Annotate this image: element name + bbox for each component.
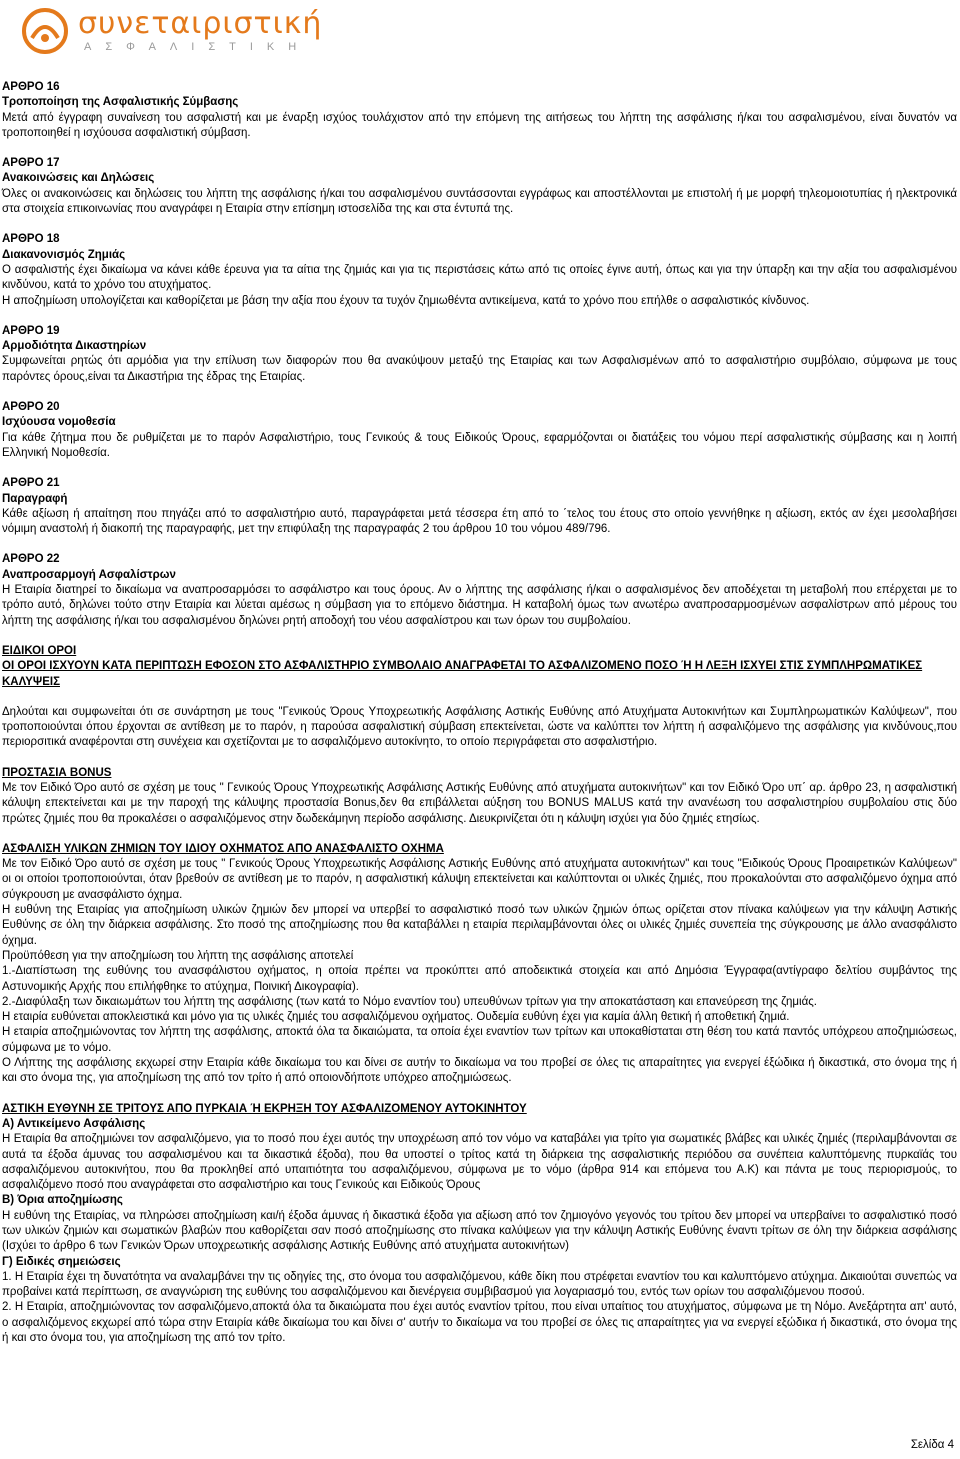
section-title: Β) Όρια αποζημίωσης [2, 1194, 123, 1207]
paragraph: Με τον Ειδικό Όρο αυτό σε σχέση με τους " Γενικούς Όρους Υποχρεωτικής Ασφάλισης Αστικής Ευθύνης από ατυχήματα αυτοκινήτων" και τους "Ειδικούς Όρους Προαιρετικών Καλύψεων" οι οι οποίοι τροποποιούνται, όταν βρεθούν σε αντίθεση με το παρόν, η ασφαλιστική κάλυψη επεκτείνεται και καλύπτονται οι υλικές ζημιές, που προκαλούνται στο ασφαλιζόμενο όχημα από σύγκρουση με ανασφάλιστο όχημα. [2, 858, 957, 901]
paragraph: Η Εταιρία θα αποζημιώνει τον ασφαλιζόμενο, για το ποσό που έχει αυτός την υποχρέωση από τον νόμο να καταβάλει για τρίτο για σωματικές βλάβες και υλικές ζημιές (περιλαμβάνονται σε αυτά τα έξοδα άμυνας του ασφαλισμένου και τα δικαστικά έξοδα), που θα υποστεί ο τρίτος κατά τη διάρκεια της ασφαλιστικής περιόδου σα συνέπεια καλυπτόμενης πυρκαϊάς του ασφαλιζόμενου αυτοκινήτου, που θα προκληθεί από υπαιτιότητα του ασφαλιζόμενου, σύμφωνα με το νόμο (άρθρα 914 και επόμενα του Α.Κ) και πάντα με τους περιορισμούς, το ασφαλιζόμενο ποσό που αναγράφεται στο ασφαλιστήριο και τους Γενικούς και Ειδικούς Όρους [2, 1133, 957, 1192]
paragraph: 1. Η Εταιρία έχει τη δυνατότητα να αναλαμβάνει την τις οδηγίες της, στο όνομα του ασφαλιζόμενου, κάθε δίκη που στρέφεται εναντίον του και καλυπτόμενο ατύχημα. Δικαιούται συνεπώς να προβαίνει κατά περίπτωση, σε αναγνώριση της ευθύνης του ασφαλιζόμενου και διενέργεια συμβιβασμού για λογαριασμό του, εντός των ορίων του ασφαλιζόμενου ποσού. [2, 1270, 957, 1299]
section-title: Ισχύουσα νομοθεσία [2, 416, 116, 429]
section-special [2, 644, 957, 690]
paragraph: 2. Η Εταιρία, αποζημιώνοντας τον ασφαλιζόμενο,αποκτά όλα τα δικαιώματα που έχει αυτός εναντίον τρίτου, που είναι υπαίτιος του ατυχήματος, σύμφωνα με τη Νόμο. Ανεξάρτητα απ' αυτό, ο ασφαλιζόμενος εκχωρεί από τώρα στην Εταιρία κάθε δικαίωμα του και δίνει σ' αυτήν το δικαίωμα να του προβεί σε όλες τις απαραίτητες για να ενεργεί εξώδικα ή δικαστικά, στο όνομα της ή και στο όνομα του, για αποζημίωση της από τον τρίτο. [2, 1301, 957, 1345]
section-heading: ΑΡΘΡΟ 21 [2, 477, 60, 490]
paragraph: Η εταιρία αποζημιώνοντας τον λήπτη της ασφάλισης, αποκτά όλα τα δικαιώματα, τα οποία έχει εναντίον των τρίτων και υποκαθίσταται στη θέση του κατά παντός υπόχρεου αποζημιώσεως, σύμφωνα με το νόμο. [2, 1026, 957, 1054]
section-a16 [2, 80, 957, 141]
section-fire [2, 1102, 957, 1117]
section-heading: ΑΡΘΡΟ 16 [2, 81, 60, 93]
section-a21 [2, 476, 957, 537]
section-title: Παραγραφή [2, 492, 68, 505]
page-number: Σελίδα 4 [910, 1439, 954, 1451]
paragraph: Η αποζημίωση υπολογίζεται και καθορίζεται με βάση την αξία που έχουν τα τυχόν ζημιωθέντα αντικείμενα, κατά το χρόνο που επήλθε ο ασφαλιστικός κίνδυνος. [2, 294, 810, 307]
document-body [2, 80, 957, 1361]
paragraph: Προϋπόθεση για την αποζημίωση του λήπτη της ασφάλισης αποτελεί [2, 949, 354, 962]
paragraph: Η ευθύνη της Εταιρίας, να πληρώσει αποζημίωση και/ή έξοδα άμυνας ή δικαστικά έξοδα για αξίωση από τον ζημιογόνο γεγονός του τρίτου δεν μπορεί να υπερβαίνει το ασφαλιστικό ποσό των υλικών ζημιών και σωματικών βλαβών που καθορίζεται σαν ποσό αποζημίωσης στο πίνακα καλύψεων για την κάλυψη Αστικής Ευθύνης έναντι τρίτων σε όλη την διάρκεια ασφάλισης (Ισχύει το άρθρο 6 των Γενικών Όρων υποχρεωτικής ασφάλισης Αστικής Ευθύνης από ατυχήματα αυτοκινήτων) [2, 1209, 957, 1253]
paragraph: Ο ασφαλιστής έχει δικαίωμα να κάνει κάθε έρευνα για τα αίτια της ζημιάς και για τις περιστάσεις κάτω από τις οποίες έγινε αυτή, όπως και για την ύπαρξη και την αξία του ασφαλισμένου κινδύνου, κατά το χρόνο του ατυχήματος. [2, 263, 957, 292]
section-heading: ΠΡΟΣΤΑΣΙΑ BONUS [2, 766, 112, 779]
section-a22 [2, 552, 957, 628]
section-bonus [2, 766, 957, 827]
paragraph: 1.-Διαπίστωση της ευθύνης του ανασφάλιστου οχήματος, η οποία πρέπει να προκύπτει από αποδεικτικά στοιχεία και από Δημόσια Έγγραφα(αντίγραφο δελτίου συμβάντος της Αστυνομικής Αρχής που επιλήφθηκε το ατύχημα, Ποινική Δικογραφία). [2, 965, 957, 993]
paragraph: Η Εταιρία διατηρεί το δικαίωμα να αναπροσαρμόσει το ασφάλιστρο και τους όρους. Αν ο λήπτης της ασφάλισης ή/και ο ασφαλισμένος δεν αποδέχεται τη μεταβολή που επέρχεται με το τρόπο αυτό, δηλώνει τούτο στην Εταιρία και λύεται αμέσως η σύμβαση για το επόμενο διάστημα. Η καταβολή όμως των ανωτέρω αναπροσαρμοσμένων ασφαλίστρων από μέρους του λήπτη της ασφάλισης ή/και του ασφαλισμένου δηλώνει ρητή αποδοχή του νέου ασφαλίστρου και των όρων του συμβολαίου. [2, 584, 957, 627]
section-a17 [2, 156, 957, 217]
paragraph: Ο Λήπτης της ασφάλισης εκχωρεί στην Εταιρία κάθε δικαίωμα του και δίνει σε αυτήν το δικαίωμα να του προβεί σε όλες τις απαραίτητες για ενεργεί έξώδικα ή δικαστικά, στο όνομα της ή και στο όνομα της, για αποζημίωση της από τον τρίτο ή από οποιονδήποτε υπόχρεο αποζημιώσεως. [2, 1057, 957, 1085]
logo-mark-icon [22, 8, 68, 54]
paragraph: Όλες οι ανακοινώσεις και δηλώσεις του λήπτη της ασφάλισης ή/και του ασφαλισμένου συντάσσονται εγγράφως και αποστέλλονται με επιστολή ή με μορφή τηλεομοιοτυπίας ή ηλεκτρονικά στα στοιχεία επικοινωνίας που αναγράφει η Εταιρία στην επίσημη ιστοσελίδα της και στα έντυπά της. [2, 187, 957, 216]
section-heading: ΑΡΘΡΟ 22 [2, 553, 60, 566]
section-title: Διακανονισμός Ζημιάς [2, 248, 126, 261]
section-a18 [2, 232, 957, 308]
section-fireB [2, 1193, 957, 1254]
section-title: Ανακοινώσεις και Δηλώσεις [2, 172, 155, 185]
section-a19 [2, 324, 957, 385]
section-title: Γ) Ειδικές σημειώσεις [2, 1255, 121, 1268]
company-logo [22, 8, 342, 56]
paragraph: Με τον Ειδικό Όρο αυτό σε σχέση με τους " Γενικούς Όρους Υποχρεωτικής Ασφάλισης Αστικής Ευθύνης από ατυχήματα αυτοκινήτων" και τον Ειδικό Όρο υπ΄ αρ. άρθρο 23, η ασφαλιστική κάλυψη επεκτείνεται και με την παροχή της κάλυψης προστασία Bonus,δεν θα επιβάλλεται αύξηση του BONUS MALUS κατά την ανανέωση του ασφαλιστηρίου συμβολαίου στις δύο πρώτες ζημιές που θα προκαλέσει ο ασφαλιζόμενος στην δωδεκάμηνη περίοδο ασφάλισης. Διευκρινίζεται ότι η κάλυψη ισχύει για δύο ζημιές ετησίως. [2, 781, 957, 825]
section-intro [2, 705, 957, 751]
section-heading: ΕΙΔΙΚΟΙ ΟΡΟΙ [2, 644, 77, 657]
paragraph: Η ευθύνη της Εταιρίας για αποζημίωση υλικών ζημιών δεν μπορεί να υπερβεί το ασφαλιστικό ποσό των υλικών ζημιών όπως ορίζεται στον πίνακα καλύψεων για την κάλυψη Αστικής Ευθύνης σε όλη την διάρκεια ασφάλισης. Στο ποσό της αποζημίωσης που θα καταβάλλει η εταιρία περιλαμβάνονται όλες οι υλικές ζημιές συνεπεία της σύγκρουσης με άλλο ανασφάλιστο όχημα. [2, 904, 957, 947]
paragraph: Δηλούται και συμφωνείται ότι σε συνάρτηση με τους "Γενικούς Όρους Υποχρεωτικής Ασφάλισης Αστικής Ευθύνης από Ατυχήματα Αυτοκινήτων και Συμπληρωματικών Καλύψεων", που τροποποιούνται όπου έρχονται σε αντίθεση με το παρόν, η παρούσα ασφαλιστική σύμβαση επεκτείνεται, ώστε να καλύπτει τον λήπτη ή ασφαλιζόμενο της ασφάλισης για κινδύνους,που περιορσιτικά αναφέρονται στη συνέχεια και σχετίζονται με το ασφαλιζόμενο αυτοκίνητο, το οποίο περιγράφεται στο ασφαλιστήριο. [2, 705, 957, 749]
section-heading: ΑΡΘΡΟ 17 [2, 157, 60, 170]
section-title: Αναπροσαρμογή Ασφαλίστρων [2, 568, 176, 581]
section-a20 [2, 400, 957, 461]
logo-name: συνεταιριστική [78, 6, 323, 41]
section-heading: ΑΣΦΑΛΙΣΗ ΥΛΙΚΩΝ ΖΗΜΙΩΝ ΤΟΥ ΙΔΙΟΥ ΟΧΗΜΑΤΟΣ ΑΠΟ ΑΝΑΣΦΑΛΙΣΤΟ ΟΧΗΜΑ [2, 842, 444, 855]
section-fireA [2, 1117, 957, 1193]
paragraph: Μετά από έγγραφη συναίνεση του ασφαλιστή και με έναρξη ισχύος τουλάχιστον από την επόμενη της αιτήσεως του λήπτη της ασφάλισης ή/και του ασφαλισμένου, είναι δυνατόν να τροποποιηθεί η ισχύουσα ασφαλιστική σύμβαση. [2, 111, 957, 139]
section-title: ΟΙ ΟΡΟΙ ΙΣΧΥΟΥΝ ΚΑΤΑ ΠΕΡΙΠΤΩΣΗ ΕΦΟΣΟΝ ΣΤΟ ΑΣΦΑΛΙΣΤΗΡΙΟ ΣΥΜΒΟΛΑΙΟ ΑΝΑΓΡΑΦΕΤΑΙ ΤΟ ΑΣΦΑΛΙΖΟΜΕΝΟ ΠΟΣΟ Ή Η ΛΕΞΗ ΙΣΧΥΕΙ ΣΤΙΣ ΣΥΜΠΛΗΡΩΜΑΤΙΚΕΣ ΚΑΛΥΨΕΙΣ [2, 660, 923, 688]
section-title: Τροποποίηση της Ασφαλιστικής Σύμβασης [2, 96, 239, 109]
section-material [2, 842, 957, 1087]
logo-subtitle: ΑΣΦΑΛΙΣΤΙΚΗ [84, 41, 311, 53]
section-heading: ΑΣΤΙΚΗ ΕΥΘΥΝΗ ΣΕ ΤΡΙΤΟΥΣ ΑΠΟ ΠΥΡΚΑΙΑ Ή ΕΚΡΗΞΗ ΤΟΥ ΑΣΦΑΛΙΖΟΜΕΝΟΥ ΑΥΤΟΚΙΝΗΤΟΥ [2, 1102, 527, 1115]
paragraph: Για κάθε ζήτημα που δε ρυθμίζεται με το παρόν Ασφαλιστήριο, τους Γενικούς & τους Ειδικούς Όρους, εφαρμόζονται οι διατάξεις του νόμου περί ασφαλιστικής σύμβασης και η λοιπή Ελληνική Νομοθεσία. [2, 431, 957, 459]
section-heading: ΑΡΘΡΟ 19 [2, 324, 60, 337]
section-fireC [2, 1255, 957, 1347]
section-heading: ΑΡΘΡΟ 20 [2, 401, 60, 414]
paragraph: Συμφωνείται ρητώς ότι αρμόδια για την επίλυση των διαφορών που θα ανακύψουν μεταξύ της Εταιρίας και των Ασφαλισμένων από το ασφαλιστήριο συμβόλαιο, σύμφωνα με τους παρόντες όρους,είναι τα Δικαστήρια της έδρας της Εταιρίας. [2, 355, 957, 383]
section-heading: ΑΡΘΡΟ 18 [2, 233, 60, 246]
section-title: Αρμοδιότητα Δικαστηρίων [2, 340, 147, 353]
paragraph: Κάθε αξίωση ή απαίτηση που πηγάζει από το ασφαλιστήριο αυτό, παραγράφεται μετά τέσσερα έτη από το ΄τελος του έτους στο οποίο γεννήθηκε η αξίωση, εκτός αν έχει μεσολαβήσει νόμιμη αναστολή ή διακοπή της παραγραφής, μετ την επιφύλαξη της παραγραφάς 2 του άρθρου 10 του νόμου 489/796. [2, 507, 957, 536]
section-title: Α) Αντικείμενο Ασφάλισης [2, 1117, 146, 1130]
paragraph: 2.-Διαφύλαξη των δικαιωμάτων του λήπτη της ασφάλισης (των κατά το Νόμο εναντίον του) υπευθύνων τρίτων για την αποκατάσταση και επανεύρεση της ζημιάς. [2, 995, 817, 1008]
paragraph: Η εταιρία ευθύνεται αποκλειστικά και μόνο για τις υλικές ζημιές του ασφαλιζόμενου οχήματος. Ουδεμία ευθύνη έχει για καμία άλλη θετική ή αποθετική ζημιά. [2, 1011, 790, 1024]
